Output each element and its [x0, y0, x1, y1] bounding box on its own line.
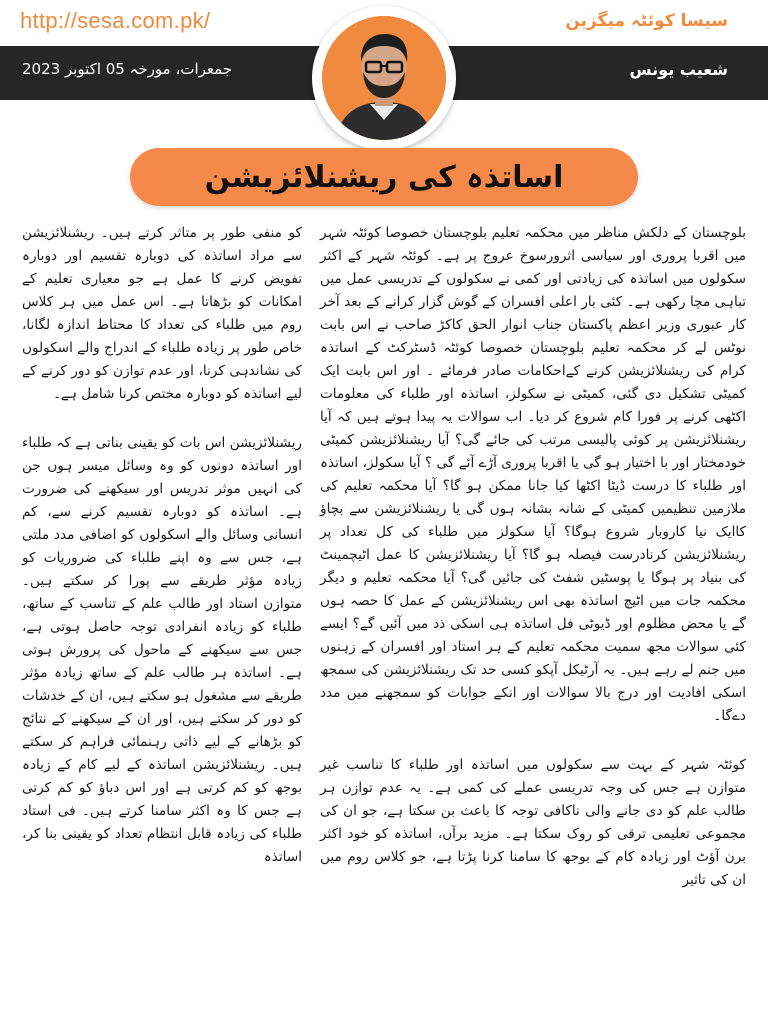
person-icon [322, 16, 446, 140]
site-url[interactable]: http://sesa.com.pk/ [20, 8, 211, 33]
magazine-name: سیسا کوئٹہ میگزین [565, 11, 728, 31]
article-paragraph: بلوچستان کے دلکش مناظر میں محکمہ تعلیم بلوچستان خصوصا کوئٹہ شہر میں اقربا پروری اور سیاسی اثرورسوخ عروج پر ہے۔ کوئٹہ شہر کے اکثر سکولوں میں اساتذہ کی زیادتی اور کمی نے سکولوں کے تدریسی عمل میں تباہی مچا رکھی ہے۔ کئی بار اعلی افسران کے گوش گزار کرانے کے بعد آخر کار عبوری وزیر اعظم پاکستان جناب انوار الحق کاکڑ صاحب نے اس بابت نوٹس لے کر محکمہ تعلیم بلوچستان خصوصا کوئٹہ ڈسٹرکٹ کے اساتذہ کرام کی ریشنلائزیشن کرنے کےاحکامات صادر فرمائے ۔ اور اس بابت ایک کمیٹی تشکیل دی گئی، کمیٹی نے سکولز، اساتذہ اور طلباء کی معلومات اکٹھی کرنے پر فورا کام شروع کر دیا۔ اب سوالات یہ پیدا ہوتے ہیں کہ آیا ریشنلائزیشن پر کوئی پالیسی مرتب کی جائے گی؟ آیا ریشنلائزیشن کمیٹی خودمختار اور با اختیار ہو گی یا اقربا پروری آڑے آئے گی ؟ آیا سکولز، اساتذہ اور طلباء کا درست ڈیٹا اکٹھا کیا جانا ممکن ہو گا؟ آیا محکمہ تعلیم کی ملازمین تنظیمیں کمیٹی کے شانہ بشانہ ہوں گی یا ریشنلائزیشن سے بچاؤ کاایک نیا کاروبار شروع ہوگا؟ آیا سکولز میں طلباء کی کل تعداد پر ریشنلائزیشن کرنادرست فیصلہ ہو گا؟ آیا ریشنلائزیشن کا عمل اٹیچمینٹ کی بنیاد پر ہوگا یا پوسٹیں شفٹ کی جائیں گی؟ آیا محکمہ تعلیم و دیگر محکمہ جات میں اٹیچ اساتذہ بھی اس ریشنلائزیشن کے عمل کا حصہ ہوں گے یا محض مظلوم اور ڈیوٹی فل اساتذہ ہی اسکی ذد میں آئیں گے؟ ایسے کئی سوالات مجھ سمیت محکمہ تعلیم کے ہر استاد اور افسران کے زہنوں میں جنم لے رہے ہیں۔ یہ آرٹیکل آپکو کسی حد تک ریشنلائزیشن کی سمجھ اسکی افادیت اور درج بالا سوالات اور انکے جوابات کو سمجھنے میں مدد دےگا۔ [320, 225, 746, 724]
publish-date: جمعرات، مورخہ 05 اکتوبر 2023 [22, 60, 233, 78]
author-avatar-frame [312, 6, 456, 150]
article-paragraph: ریشنلائزیشن اس بات کو یقینی بناتی ہے کہ طلباء اور اساتذہ دونوں کو وہ وسائل میسر ہوں جن کی انہیں موثر تدریس اور سیکھنے کی ضرورت ہے۔ اساتذہ کو دوبارہ تقسیم کرنے سے، کم انسانی وسائل والے اسکولوں کو اضافی مدد ملتی ہے، جس سے وہ اپنے طلباء کی ضروریات کو زیادہ مؤثر طریقے سے پورا کر سکتے ہیں۔ متوازن استاد اور طالب علم کے تناسب کے ساتھ، طلباء کو زیادہ انفرادی توجہ حاصل ہوتی ہے، جس سے سیکھنے کے ماحول کی پرورش ہوتی ہے۔ اساتذہ ہر طالب علم کے ساتھ زیادہ مؤثر طریقے سے مشغول ہو سکتے ہیں، ان کے خدشات کو دور کر سکتے ہیں، اور ان کے سیکھنے کے نتائج کو بڑھانے کے لیے ذاتی رہنمائی فراہم کر سکتے ہیں۔ ریشنلائزیشن اساتذہ کے لیے کام کے زیادہ بوجھ کو کم کرتی ہے اور اس دباؤ کو کم کرتی ہے جس کا وہ اکثر سامنا کرتے ہیں۔ فی استاد طلباء کی زیادہ قابل انتظام تعداد کو یقینی بنا کر، اساتذہ [22, 435, 302, 865]
article-paragraph: کو منفی طور پر متاثر کرتے ہیں۔ ریشنلائزیشن سے مراد اساتذہ کی دوبارہ تقسیم اور دوبارہ تفویض کرنے کا عمل ہے جو معیاری تعلیم کے امکانات کو بڑھاتا ہے۔ اس عمل میں ہر کلاس روم میں طلباء کی تعداد کا محتاط اندازہ لگانا، خاص طور پر زیادہ طلباء کے اندراج والے اسکولوں کی نشاندہی کرنا، اور عدم توازن کو دور کرنے کے لیے اساتذہ کو دوبارہ مختص کرنا شامل ہے۔ [22, 225, 302, 402]
article-title: اساتذہ کی ریشنلائزیشن [204, 159, 564, 195]
article-column-left [22, 222, 302, 895]
article-title-banner [130, 148, 638, 206]
author-avatar [322, 16, 446, 140]
article-column-right [320, 222, 746, 918]
article-paragraph: کوئٹہ شہر کے بہت سے سکولوں میں اساتذہ اور طلباء کا تناسب غیر متوازن ہے جس کی وجہ تدریسی عملے کی کمی ہے۔ یہ عدم توازن ہر طالب علم کو دی جانے والی ناکافی توجہ کا باعث بن سکتا ہے، جو ان کی مجموعی تعلیمی ترقی کو روک سکتا ہے۔ مزید برآں، اساتذہ کو خود اکثر برن آؤٹ اور زیادہ کام کے بوجھ کا سامنا کرنا پڑتا ہے، جو کلاس روم میں ان کی تاثیر [320, 757, 746, 888]
author-name: شعیب یونس [629, 60, 728, 79]
